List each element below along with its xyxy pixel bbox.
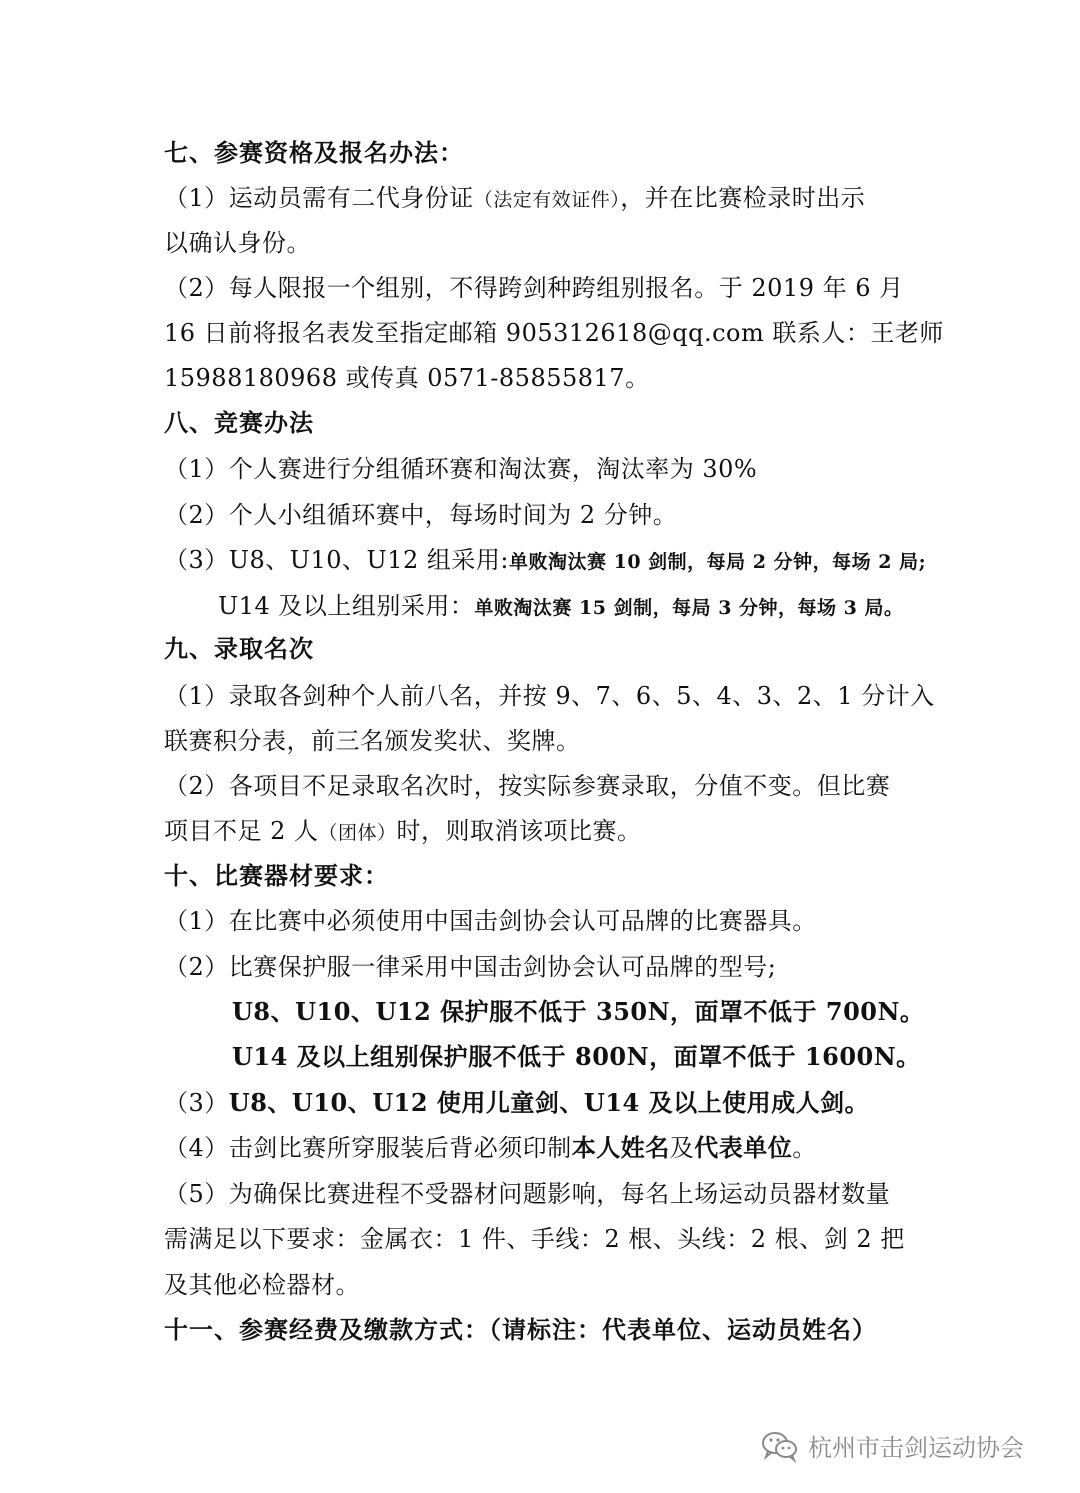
section-8-item-1: （1）个人赛进行分组循环赛和淘汰赛，淘汰率为 30% bbox=[164, 455, 758, 483]
text: 代表单位 bbox=[694, 1133, 793, 1162]
text: （4）击剑比赛所穿服装后背必须印制 bbox=[164, 1134, 572, 1162]
text: U14 及以上组别采用： bbox=[218, 592, 475, 620]
section-10-item-4 bbox=[164, 1131, 817, 1165]
section-9-title: 九、录取名次 bbox=[164, 634, 314, 663]
text: 本人姓名 bbox=[571, 1133, 670, 1162]
section-10-item-5: （5）为确保比赛进程不受器材问题影响，每名上场运动员器材数量 bbox=[164, 1180, 891, 1208]
section-9-item-2: （2）各项目不足录取名次时，按实际参赛录取，分值不变。但比赛 bbox=[164, 772, 891, 800]
watermark bbox=[760, 1428, 1024, 1463]
section-7-title: 七、参赛资格及报名办法： bbox=[164, 138, 464, 167]
watermark-text: 杭州市击剑运动协会 bbox=[808, 1434, 1024, 1462]
text: 。 bbox=[792, 1134, 817, 1162]
section-8-title: 八、竞赛办法 bbox=[164, 408, 314, 437]
section-10-item-2: （2）比赛保护服一律采用中国击剑协会认可品牌的型号; bbox=[164, 953, 777, 981]
text: （3）U8、U10、U12 组采用: bbox=[164, 546, 510, 574]
section-8-item-2: （2）个人小组循环赛中，每场时间为 2 分钟。 bbox=[164, 501, 678, 529]
section-10-item-3 bbox=[164, 1086, 869, 1120]
section-7-item-1 bbox=[164, 181, 865, 217]
section-11-title: 十一、参赛经费及缴款方式：（请标注：代表单位、运动员姓名） bbox=[164, 1315, 877, 1344]
text: 项目不足 2 人 bbox=[164, 817, 319, 845]
section-10-item-1: （1）在比赛中必须使用中国击剑协会认可品牌的比赛器具。 bbox=[164, 907, 817, 935]
text: （3） bbox=[164, 1089, 229, 1117]
section-8-item-3-cont bbox=[218, 589, 903, 625]
section-7-item-2: （2）每人限报一个组别，不得跨剑种跨组别报名。于 2019 年 6 月 bbox=[164, 274, 904, 302]
section-9-item-1-cont: 联赛积分表，前三名颁发奖状、奖牌。 bbox=[164, 727, 581, 755]
section-7-item-1-cont: 以确认身份。 bbox=[164, 229, 311, 257]
section-10-item-2-sub-1: U8、U10、U12 保护服不低于 350N，面罩不低于 700N。 bbox=[232, 997, 925, 1026]
text: 单败淘汰赛 15 剑制，每局 3 分钟，每场 3 局。 bbox=[474, 597, 904, 619]
wechat-icon bbox=[760, 1429, 800, 1463]
text: 单败淘汰赛 10 剑制，每局 2 分钟，每场 2 局; bbox=[509, 551, 927, 573]
section-7-item-2-cont2: 15988180968 或传真 0571-85855817。 bbox=[164, 364, 650, 392]
section-9-item-2-cont bbox=[164, 814, 642, 850]
text: （1）运动员需有二代身份证 bbox=[164, 184, 474, 212]
section-10-item-2-sub-2: U14 及以上组别保护服不低于 800N，面罩不低于 1600N。 bbox=[232, 1042, 921, 1071]
section-10-item-5-cont2: 及其他必检器材。 bbox=[164, 1271, 360, 1299]
text: 时，则取消该项比赛。 bbox=[396, 817, 642, 845]
text: 及 bbox=[669, 1134, 695, 1162]
note: （团体） bbox=[318, 822, 397, 844]
text: ，并在比赛检录时出示 bbox=[620, 184, 866, 212]
section-9-item-1: （1）录取各剑种个人前八名，并按 9、7、6、5、4、3、2、1 分计入 bbox=[164, 682, 935, 710]
section-10-item-5-cont: 需满足以下要求：金属衣：1 件、手线：2 根、头线：2 根、剑 2 把 bbox=[164, 1225, 905, 1253]
section-10-title: 十、比赛器材要求： bbox=[164, 861, 389, 890]
note: （法定有效证件） bbox=[473, 189, 621, 211]
section-7-item-2-cont: 16 日前将报名表发至指定邮箱 905312618@qq.com 联系人：王老师 bbox=[164, 319, 944, 347]
section-8-item-3 bbox=[164, 543, 926, 579]
text: U8、U10、U12 使用儿童剑、U14 及以上使用成人剑。 bbox=[228, 1088, 870, 1117]
